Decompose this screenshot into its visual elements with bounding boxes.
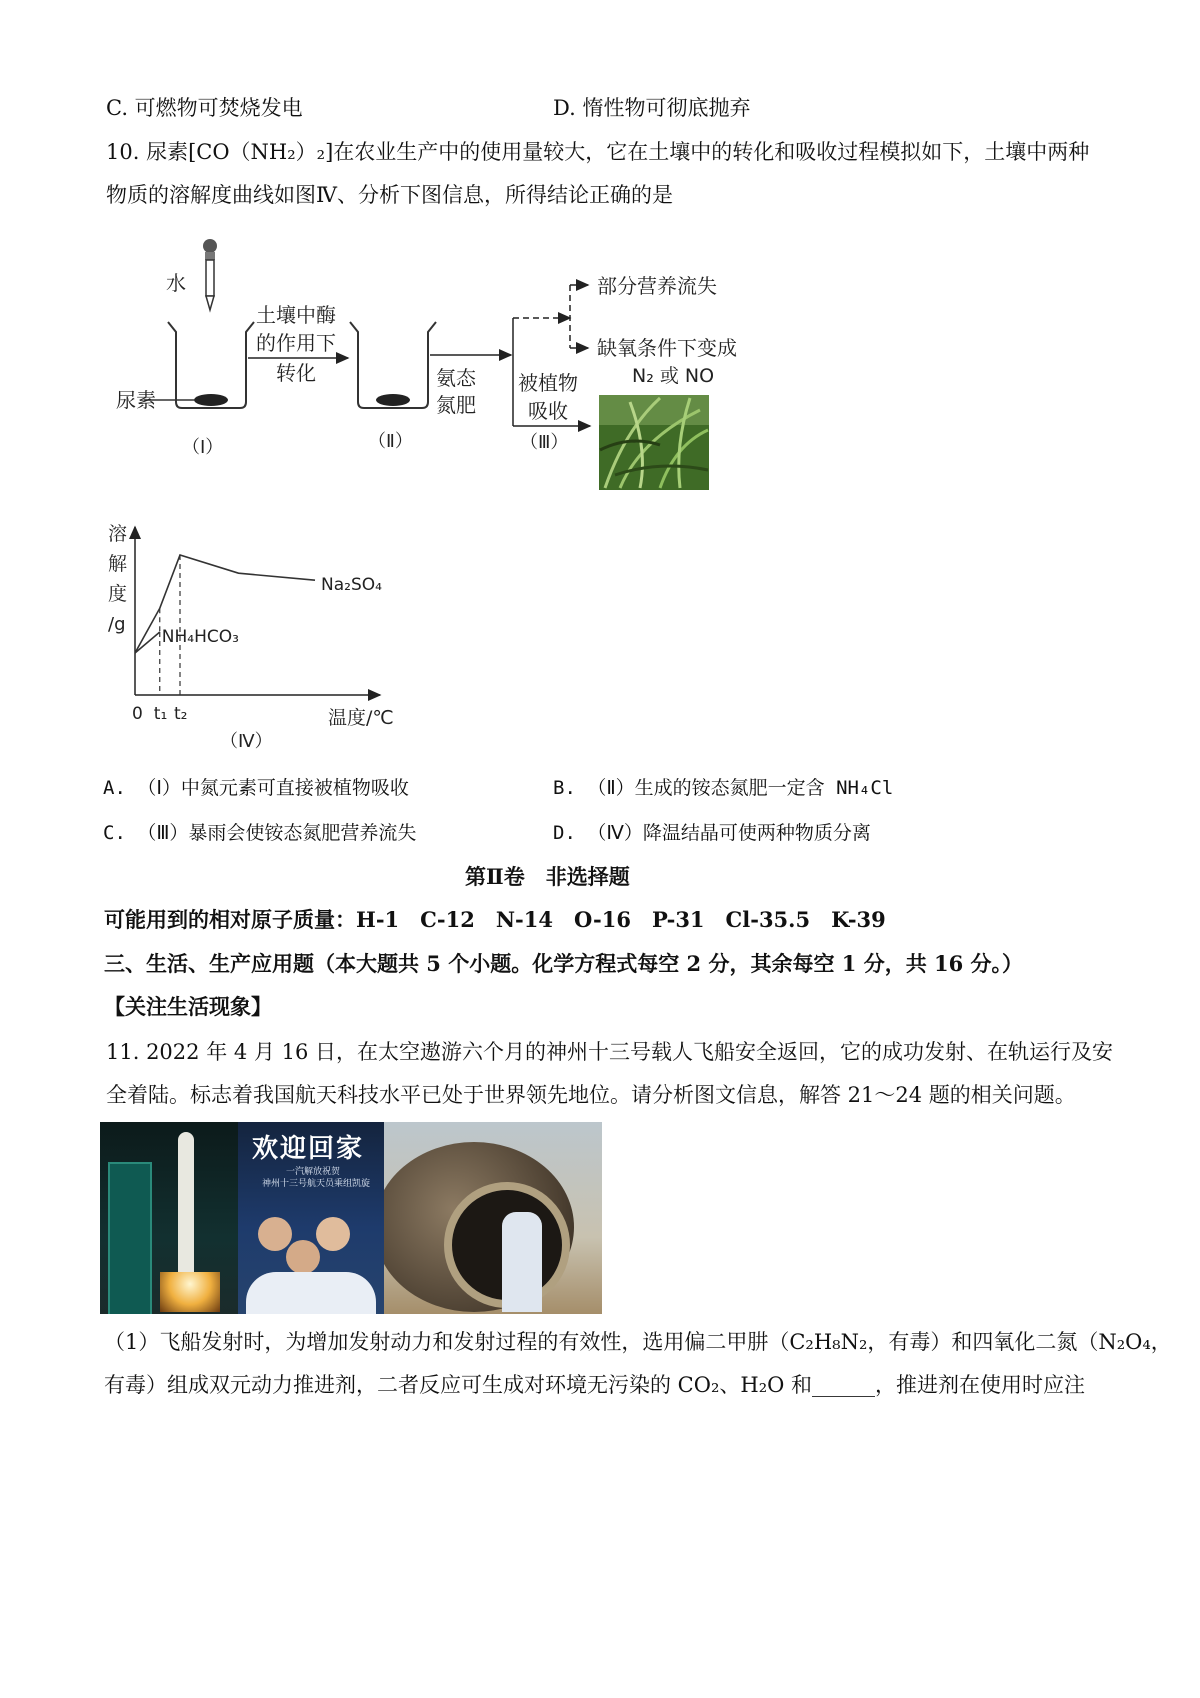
q10-stem-line1: 10. 尿素[CO（NH₂）₂]在农业生产中的使用量较大，它在土壤中的转化和吸收过程模拟如下，土壤中两种 — [106, 140, 1090, 164]
poster-subtitle-2: 神州十三号航天员乘组凯旋 — [262, 1179, 371, 1189]
solubility-chart — [100, 515, 430, 760]
atomic-masses: 可能用到的相对原子质量：H-1 C-12 N-14 O-16 P-31 Cl-35.5 K-39 — [104, 907, 886, 932]
dropper-icon — [203, 239, 217, 310]
astronaut-3 — [286, 1240, 320, 1274]
water-label: 水 — [166, 271, 186, 295]
series-label-2: NH₄HCO₃ — [161, 627, 239, 647]
astronaut-1 — [258, 1217, 292, 1251]
enzyme-label-l2: 的作用下 — [256, 331, 336, 355]
beaker-2 — [350, 322, 436, 408]
xlabel: 温度/℃ — [328, 707, 394, 729]
return-capsule-image — [384, 1122, 602, 1314]
welcome-poster-image — [238, 1122, 384, 1314]
urea-process-diagram — [100, 230, 780, 495]
series-line-2 — [135, 632, 160, 653]
figure-label: （Ⅳ） — [220, 731, 273, 752]
topic-heading: 【关注生活现象】 — [104, 994, 272, 1019]
part2-heading: 第Ⅱ卷 非选择题 — [465, 864, 630, 889]
label-3: （Ⅲ） — [520, 432, 569, 453]
label-2: （Ⅱ） — [368, 431, 413, 452]
ammonium-label-l1: 氨态 — [436, 366, 476, 390]
ammonium-label-l2: 氮肥 — [436, 393, 476, 417]
q10-option-b: B. （Ⅱ）生成的铵态氮肥一定含 NH₄Cl — [553, 777, 894, 799]
rocket-body — [178, 1132, 194, 1272]
q11-line1: 11. 2022 年 4 月 16 日，在太空遨游六个月的神州十三号载人飞船安全返回，它的成功发射、在轨运行及安 — [106, 1040, 1113, 1064]
q10-option-c: C. （Ⅲ）暴雨会使铵态氮肥营养流失 — [103, 822, 417, 844]
series-label-1: Na₂SO₄ — [321, 575, 382, 596]
poster-title: 欢迎回家 — [252, 1134, 365, 1164]
origin-label: 0 — [132, 704, 143, 724]
ylabel-char-2: 解 — [108, 553, 128, 575]
section-3-heading: 三、生活、生产应用题（本大题共 5 个小题。化学方程式每空 2 分，其余每空 1 分，共 16 分。） — [104, 951, 1024, 976]
q10-option-a: A. （Ⅰ）中氮元素可直接被植物吸收 — [103, 777, 409, 799]
poster-subtitle-1: 一汽解放祝贺 — [286, 1167, 341, 1177]
q10-option-d: D. （Ⅳ）降温结晶可使两种物质分离 — [553, 822, 871, 844]
q11-line2: 全着陆。标志着我国航天科技水平已处于世界领先地位。请分析图文信息，解答 21～24 题的相关问题。 — [106, 1083, 1076, 1107]
beaker-1 — [168, 322, 254, 408]
absorb-label-l2: 吸收 — [528, 399, 568, 423]
q9-option-d: D. 惰性物可彻底抛弃 — [553, 96, 751, 120]
enzyme-label-l3: 转化 — [276, 361, 316, 385]
enzyme-label-l1: 土壤中酶 — [256, 303, 336, 327]
anoxic-label-l1: 缺氧条件下变成 — [597, 336, 737, 360]
ylabel-char-3: 度 — [108, 583, 128, 605]
grass-image — [599, 395, 709, 490]
ylabel-char-4: /g — [108, 614, 126, 635]
tick-t2: t₂ — [174, 704, 188, 724]
absorb-label-l1: 被植物 — [518, 371, 578, 395]
urea-label: 尿素 — [116, 388, 156, 412]
launch-tower — [108, 1162, 152, 1314]
tick-t1: t₁ — [153, 704, 168, 724]
astronaut-2 — [316, 1217, 350, 1251]
loss-label: 部分营养流失 — [597, 274, 717, 298]
label-1: （Ⅰ） — [182, 437, 224, 458]
q11-sub1-line2: 有毒）组成双元动力推进剂，二者反应可生成对环境无污染的 CO₂、H₂O 和______，推进剂在使用时应注 — [104, 1373, 1085, 1397]
worker-figure — [502, 1212, 542, 1312]
q11-sub1-line1: （1）飞船发射时，为增加发射动力和发射过程的有效性，选用偏二甲肼（C₂H₈N₂，有毒）和四氧化二氮（N₂O₄， — [104, 1330, 1172, 1354]
ylabel-char-1: 溶 — [108, 523, 128, 545]
anoxic-label-l2: N₂ 或 NO — [632, 365, 715, 387]
rocket-launch-image — [100, 1122, 238, 1314]
q10-stem-line2: 物质的溶解度曲线如图Ⅳ、分析下图信息，所得结论正确的是 — [106, 183, 673, 207]
spacesuits — [246, 1272, 376, 1314]
q9-option-c: C. 可燃物可焚烧发电 — [106, 96, 303, 120]
launch-flame — [160, 1272, 220, 1312]
